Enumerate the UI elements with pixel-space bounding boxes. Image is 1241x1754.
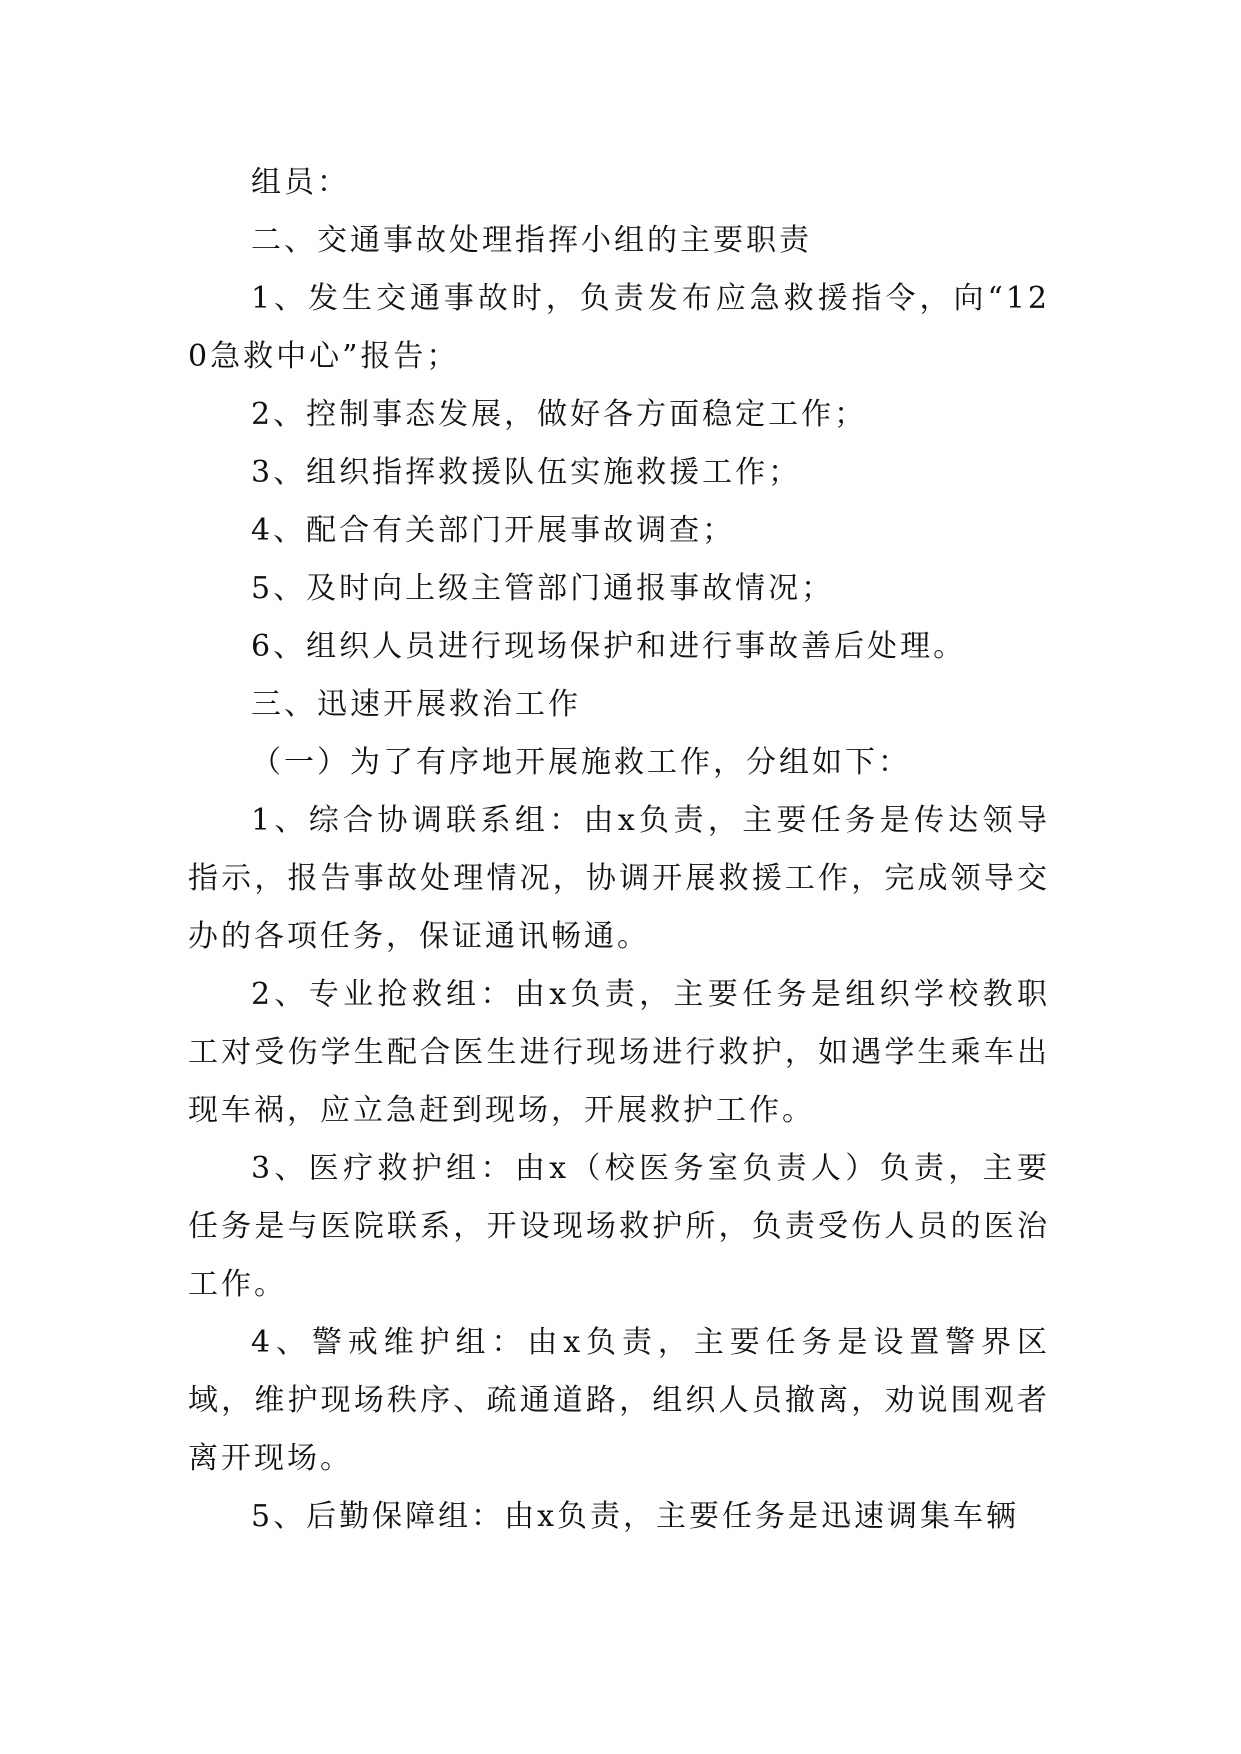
subsection-heading-1: （一）为了有序地开展施救工作，分组如下：: [251, 745, 911, 780]
list-item-duty-2: 2、控制事态发展，做好各方面稳定工作；: [251, 397, 868, 432]
list-item-group-5: 5、后勤保障组：由x负责，主要任务是迅速调集车辆: [251, 1499, 1020, 1534]
list-item-duty-4: 4、配合有关部门开展事故调查；: [251, 513, 736, 548]
list-item-group-2: 2、专业抢救组：由x负责，主要任务是组织学校教职工对受伤学生配合医生进行现场进行救护，如遇学生乘车出现车祸，应立急赶到现场，开展救护工作。: [188, 977, 1050, 1128]
list-item-duty-3: 3、组织指挥救援队伍实施救援工作；: [251, 455, 802, 490]
list-item-duty-5: 5、及时向上级主管部门通报事故情况；: [251, 571, 835, 606]
list-item-group-4: 4、警戒维护组：由x负责，主要任务是设置警界区域，维护现场秩序、疏通道路，组织人员撤离，劝说围观者离开现场。: [188, 1325, 1050, 1476]
paragraph-members: 组员：: [251, 165, 350, 200]
list-item-group-3: 3、医疗救护组：由x（校医务室负责人）负责，主要任务是与医院联系，开设现场救护所，负责受伤人员的医治工作。: [188, 1151, 1050, 1302]
list-item-group-1: 1、综合协调联系组：由x负责，主要任务是传达领导指示，报告事故处理情况，协调开展救援工作，完成领导交办的各项任务，保证通讯畅通。: [188, 803, 1050, 954]
section-heading-3: 三、迅速开展救治工作: [251, 687, 581, 722]
list-item-duty-6: 6、组织人员进行现场保护和进行事故善后处理。: [251, 629, 967, 664]
list-item-duty-1: 1、发生交通事故时，负责发布应急救援指令，向“120急救中心”报告；: [188, 281, 1050, 374]
document-body: [188, 154, 1050, 1546]
section-heading-2: 二、交通事故处理指挥小组的主要职责: [251, 223, 812, 258]
